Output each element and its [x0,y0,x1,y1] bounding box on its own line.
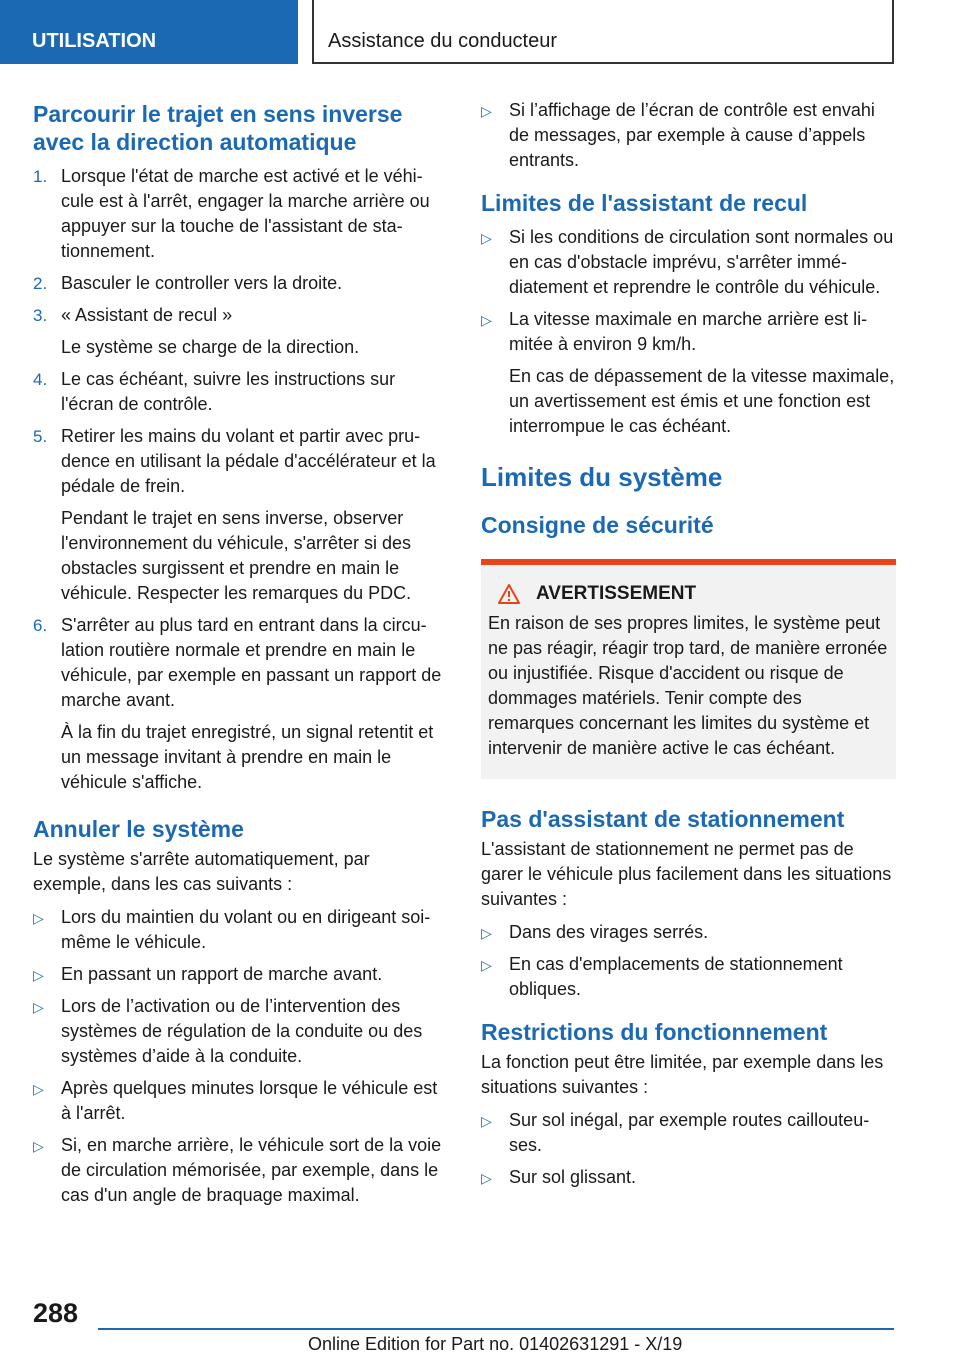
list-item: ▷ La vitesse maximale en marche arrière est limitée à environ 9 km/h. En cas de dépassement de la vitesse maximale, un avertissement est émis et une fonction est interrompue le cas échéant. [481,309,895,436]
safety-title: Consigne de sécurité [481,512,714,538]
list-item: ▷ Lors du maintien du volant ou en dirigeant soi-même le véhicule. [33,907,431,952]
list-item: ▷ Si les conditions de circulation sont normales ou en cas d'obstacle imprévu, s'arrêter immédiatement et reprendre le contrôle du véhicule. [481,227,894,297]
triangle-bullet-icon: ▷ [481,1170,492,1186]
triangle-bullet-icon: ▷ [33,1081,44,1097]
triangle-bullet-icon: ▷ [33,967,44,983]
warning-heading: AVERTISSEMENT [488,583,888,605]
triangle-bullet-icon: ▷ [33,910,44,926]
section-title: Assistance du conducteur [312,0,894,64]
cancel-intro: Le système s'arrête automatiquement, par exemple, dans les cas suivants : [33,849,370,894]
restrict-intro: La fonction peut être limitée, par exemple dans les situations suivantes : [481,1052,884,1097]
page-number: 288 [33,1298,79,1328]
cancel-list [33,905,445,1208]
list-item: ▷ Si l’affichage de l’écran de contrôle est envahi de messages, par exemple à cause d’appels entrants. [481,100,875,170]
warning-text: En raison de ses propres limites, le système peut ne pas réagir, réagir trop tard, de manière erronée ou injustifiée. Risque d'accident ou risque de dommages matériels. Tenir compte des remarques concernant les limites du système et intervenir de manière active le cas échéant. [488,613,888,758]
system-limits-title: Limites du système [481,462,723,492]
list-item: ▷ Si, en marche arrière, le véhicule sort de la voie de circulation mémorisée, par exemple, dans le cas d'un angle de braquage maximal. [33,1135,442,1205]
warning-triangle-icon [498,584,520,604]
list-item: ▷ Sur sol glissant. [481,1165,896,1190]
list-item: ▷ Sur sol inégal, par exemple routes caillouteuses. [481,1110,870,1155]
list-item: ▷ Après quelques minutes lorsque le véhicule est à l'arrêt. [33,1078,438,1123]
list-item: ▷ Lors de l’activation ou de l’intervention des systèmes de régulation de la conduite ou des systèmes d’aide à la conduite. [33,996,423,1066]
triangle-bullet-icon: ▷ [481,925,492,941]
list-item: ▷ En cas d'emplacements de stationnement obliques. [481,954,843,999]
steps-list [33,164,445,795]
triangle-bullet-icon: ▷ [481,1113,492,1129]
left-column [33,100,445,1215]
edition-text: Online Edition for Part no. 01402631291 - X/19 [308,1334,683,1354]
warning-box [481,559,896,779]
triangle-bullet-icon: ▷ [33,999,44,1015]
list-item: 4. Le cas échéant, suivre les instructions sur l'écran de contrôle. [33,369,396,414]
restrict-title: Restrictions du fonctionnement [481,1019,828,1045]
chapter-tab: UTILISATION [0,0,298,64]
reverse-drive-title: Parcourir le trajet en sens inverse avec la direction automatique [33,101,403,155]
list-item: ▷ Dans des virages serrés. [481,920,896,945]
no-park-intro: L'assistant de stationnement ne permet pas de garer le véhicule plus facilement dans les situations suivantes : [481,839,892,909]
triangle-bullet-icon: ▷ [481,312,492,328]
no-park-title: Pas d'assistant de stationnement [481,806,845,832]
footer-divider [98,1328,894,1330]
list-item: 2. Basculer le controller vers la droite. [33,273,343,293]
list-item: 6. S'arrêter au plus tard en entrant dans la circulation routière normale et prendre en main le véhicule, par exemple en passant un rapport de marche avant. À la fin du trajet enregistré, un signal retentit et un message invitant à prendre en main le véhicule s'affiche. [33,615,442,792]
list-item: ▷ En passant un rapport de marche avant. [33,962,445,987]
cancel-title: Annuler le système [33,816,244,842]
right-column [481,98,896,1197]
list-item: 5. Retirer les mains du volant et partir avec prudence en utilisant la pédale d'accélérateur et la pédale de frein. Pendant le trajet en sens inverse, observer l'environnement du véhicule, s'arrêter si des obstacles surgissent et prendre en main le véhicule. Respecter les remarques du PDC. [33,426,436,603]
list-item: 3. « Assistant de recul » Le système se charge de la direction. [33,305,360,357]
limits-recul-title: Limites de l'assistant de recul [481,190,808,216]
triangle-bullet-icon: ▷ [481,957,492,973]
list-item: 1. Lorsque l'état de marche est activé et le véhicule est à l'arrêt, engager la marche arrière ou appuyer sur la touche de l'assistant de stationnement. [33,166,430,261]
triangle-bullet-icon: ▷ [33,1138,44,1154]
triangle-bullet-icon: ▷ [481,103,492,119]
triangle-bullet-icon: ▷ [481,230,492,246]
